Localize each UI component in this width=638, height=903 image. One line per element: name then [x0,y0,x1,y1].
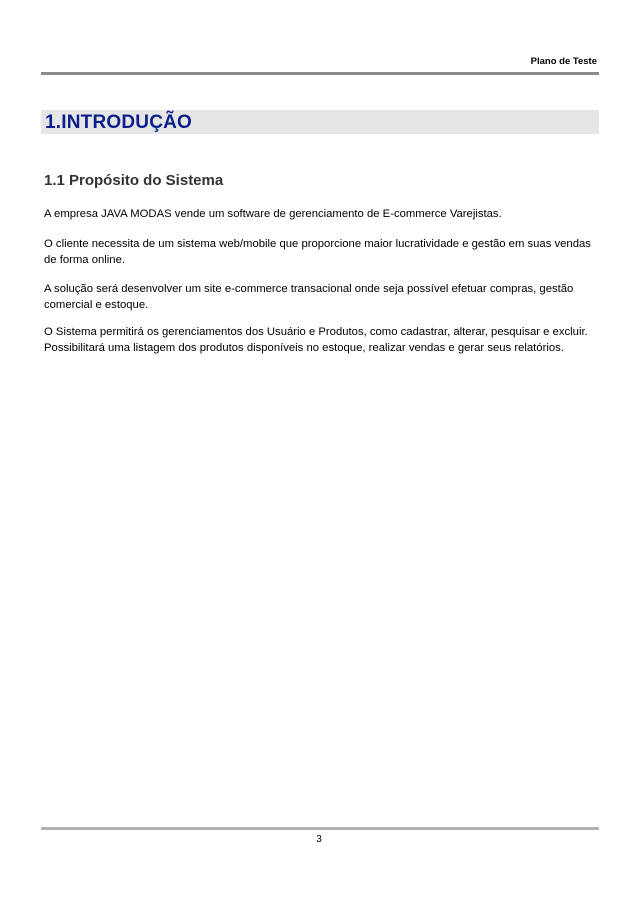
page-number: 3 [316,834,322,845]
paragraph-solution: A solução será desenvolver um site e-commerce transacional onde seja possível efetuar compras, gestão comercial e estoque. [44,283,574,311]
header-title: Plano de Teste [530,56,597,67]
page-header [41,56,599,75]
section-heading-bar [41,110,599,134]
subsection-title: 1.1 Propósito do Sistema [44,172,224,189]
paragraph-client-need: O cliente necessita de um sistema web/mobile que proporcione maior lucratividade e gestão em suas vendas de forma online. [44,238,591,266]
footer-rule [41,827,599,830]
paragraph-company: A empresa JAVA MODAS vende um software de gerenciamento de E-commerce Varejistas. [44,208,502,220]
section-title: 1.INTRODUÇÃO [45,112,193,133]
paragraph-system-features: O Sistema permitirá os gerenciamentos dos Usuário e Produtos, como cadastrar, alterar, pesquisar e excluir. Possibilitará uma listagem dos produtos disponíveis no estoque, realizar vendas e gerar seus relatórios. [44,326,588,354]
